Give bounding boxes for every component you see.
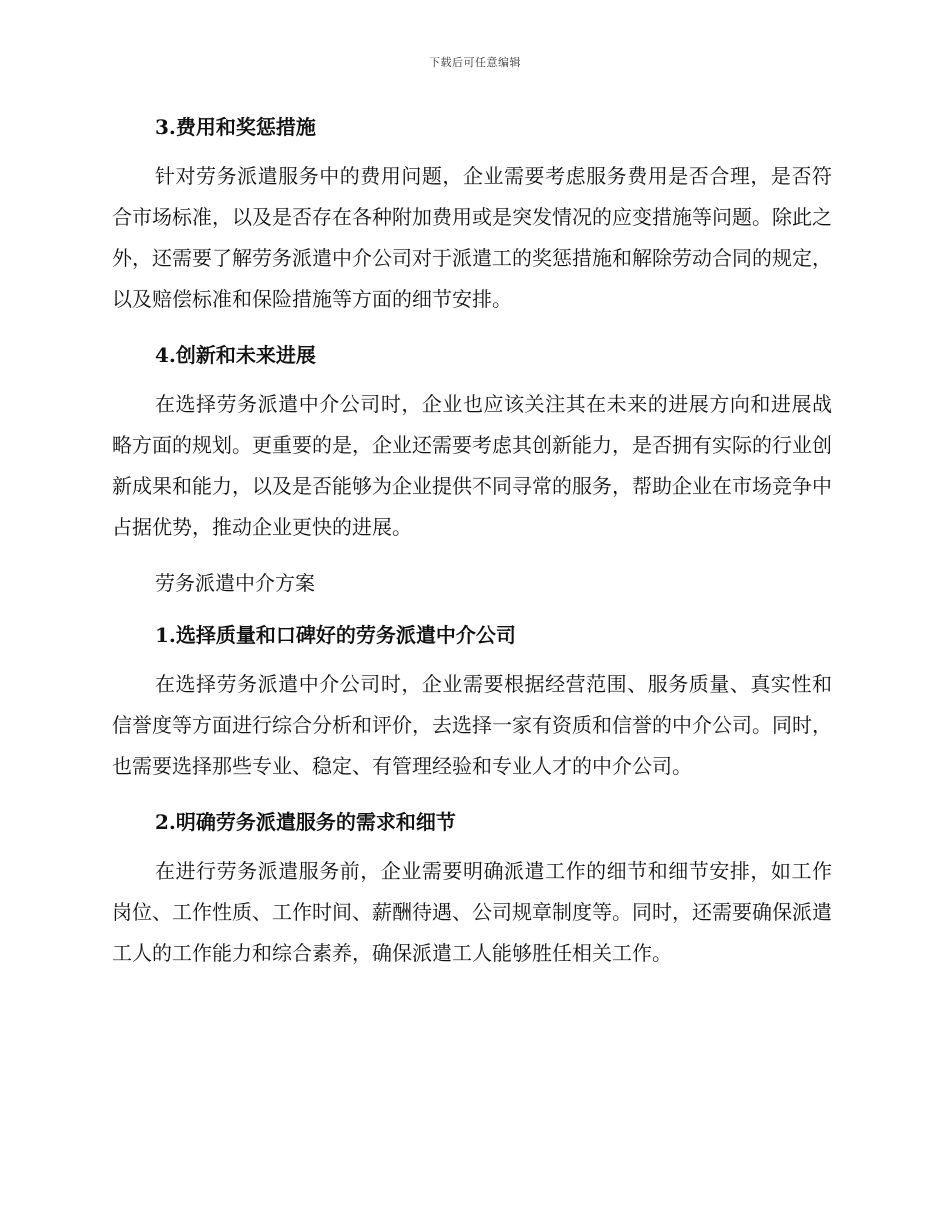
section-paragraph-requirements: 在进行劳务派遣服务前，企业需要明确派遣工作的细节和细节安排，如工作岗位、工作性质、工作时间、薪酬待遇、公司规章制度等。同时，还需要确保派遣工人的工作能力和综合素养，确保派遣工人能够胜任相关工作。 bbox=[112, 859, 832, 965]
section-heading-requirements: 2.明确劳务派遣服务的需求和细节 bbox=[155, 810, 456, 834]
section-paragraph-fees: 针对劳务派遣服务中的费用问题，企业需要考虑服务费用是否合理，是否符合市场标准，以及是否存在各种附加费用或是突发情况的应变措施等问题。除此之外，还需要了解劳务派遣中介公司对于派遣工的奖惩措施和解除劳动合同的规定，以及赔偿标准和保险措施等方面的细节安排。 bbox=[112, 164, 832, 311]
section-paragraph-choose-agency: 在选择劳务派遣中介公司时，企业需要根据经营范围、服务质量、真实性和信誉度等方面进行综合分析和评价，去选择一家有资质和信誉的中介公司。同时，也需要选择那些专业、稳定、有管理经验和专业人才的中介公司。 bbox=[112, 672, 832, 778]
section-paragraph-innovation: 在选择劳务派遣中介公司时，企业也应该关注其在未来的进展方向和进展战略方面的规划。更重要的是，企业还需要考虑其创新能力，是否拥有实际的行业创新成果和能力，以及是否能够为企业提供不同寻常的服务，帮助企业在市场竞争中占据优势，推动企业更快的进展。 bbox=[112, 392, 832, 539]
section-heading-innovation: 4.创新和未来进展 bbox=[155, 343, 316, 367]
section-heading-fees: 3.费用和奖惩措施 bbox=[155, 115, 316, 139]
document-body bbox=[112, 110, 832, 974]
section-heading-choose-agency: 1.选择质量和口碑好的劳务派遣中介公司 bbox=[155, 623, 516, 647]
page-header: 下载后可任意编辑 bbox=[429, 56, 521, 69]
section-heading-plan: 劳务派遣中介方案 bbox=[155, 571, 315, 595]
